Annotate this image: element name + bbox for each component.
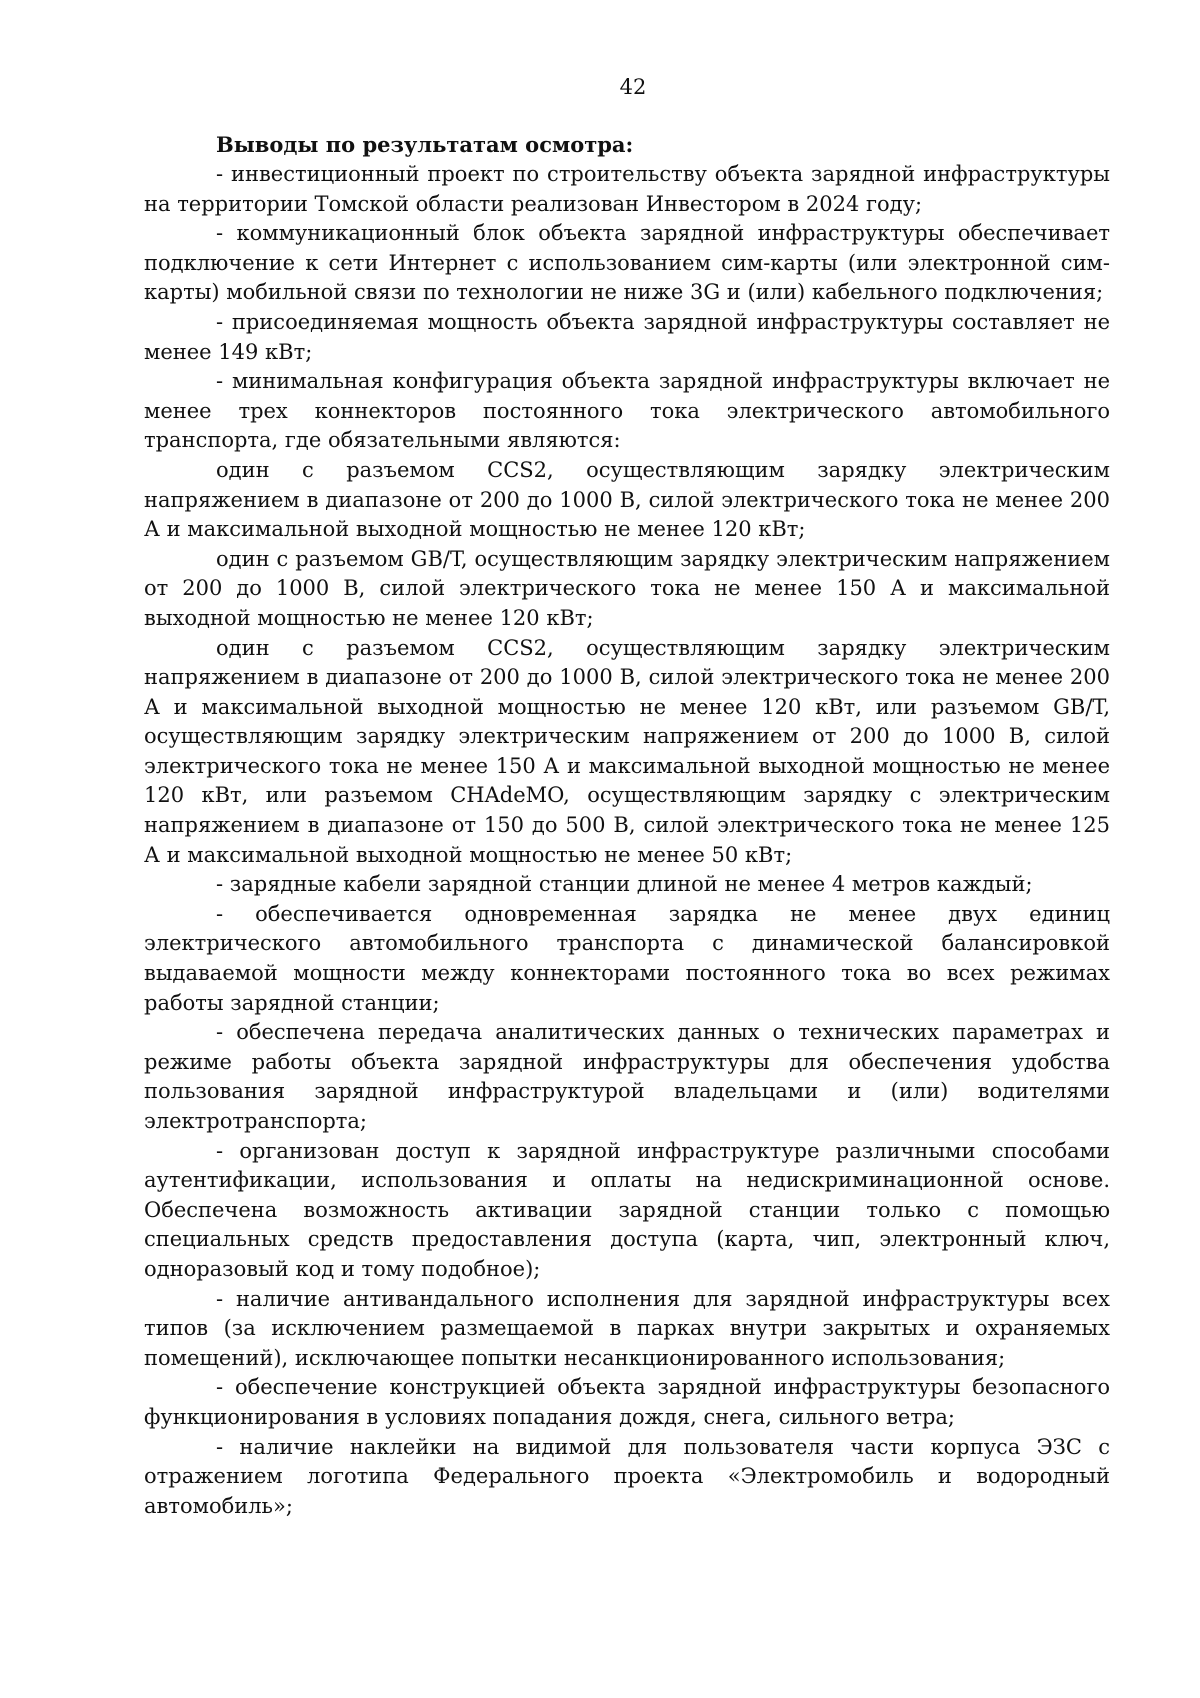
paragraph-connector-optional: один с разъемом CCS2, осуществляющим зарядку электрическим напряжением в диапазоне от 200 до 1000 В, силой электрического тока не менее 200 А и максимальной выходной мощностью не менее 120 кВт, или разъемом GB/T, осуществляющим зарядку электрическим напряжением от 200 до 1000 В, силой электрического тока не менее 150 А и максимальной выходной мощностью не менее 120 кВт, или разъемом CHAdeMO, осуществляющим зарядку с электрическим напряжением в диапазоне от 150 до 500 В, силой электрического тока не менее 125 А и максимальной выходной мощностью не менее 50 кВт; [144, 635, 1110, 867]
paragraph-weather-protection: - обеспечение конструкцией объекта зарядной инфраструктуры безопасного функционирования в условиях попадания дождя, снега, сильного ветра; [144, 1375, 1110, 1429]
paragraph-simultaneous-charging: - обеспечивается одновременная зарядка не менее двух единиц электрического автомобильного транспорта с динамической балансировкой выдаваемой мощности между коннекторами постоянного тока во всех режимах работы зарядной станции; [144, 901, 1110, 1015]
paragraph-connector-ccs2: один с разъемом CCS2, осуществляющим зарядку электрическим напряжением в диапазоне от 200 до 1000 В, силой электрического тока не менее 200 А и максимальной выходной мощностью не менее 120 кВт; [144, 457, 1110, 542]
paragraph-access-authentication: - организован доступ к зарядной инфраструктуре различными способами аутентификации, использования и оплаты на недискриминационной основе. Обеспечена возможность активации зарядной станции только с помощью специальных средств предоставления доступа (карта, чип, электронный ключ, одноразовый код и тому подобное); [144, 1138, 1110, 1281]
page-number: 42 [619, 75, 647, 99]
document-page [144, 72, 1110, 1521]
paragraph-analytics-transfer: - обеспечена передача аналитических данных о технических параметрах и режиме работы объекта зарядной инфраструктуры для обеспечения удобства пользования зарядной инфраструктурой владельцами и (или) водителями электротранспорта; [144, 1020, 1110, 1133]
paragraph-cable-length: - зарядные кабели зарядной станции длиной не менее 4 метров каждый; [216, 872, 1033, 897]
paragraph-communication-block: - коммуникационный блок объекта зарядной инфраструктуры обеспечивает подключение к сети Интернет с использованием сим-карты (или электронной сим-карты) мобильной связи по технологии не ниже 3G и (или) кабельного подключения; [144, 221, 1110, 305]
paragraph-connected-power: - присоединяемая мощность объекта зарядной инфраструктуры составляет не менее 149 кВт; [144, 309, 1110, 364]
paragraph-connector-gbt: один с разъемом GB/T, осуществляющим зарядку электрическим напряжением от 200 до 1000 В, силой электрического тока не менее 150 А и максимальной выходной мощностью не менее 120 кВт; [144, 546, 1110, 630]
paragraph-minimum-configuration: - минимальная конфигурация объекта зарядной инфраструктуры включает не менее трех коннекторов постоянного тока электрического автомобильного транспорта, где обязательными являются: [144, 369, 1110, 453]
paragraph-logo-sticker: - наличие наклейки на видимой для пользователя части корпуса ЭЗС с отражением логотипа Федерального проекта «Электромобиль и водородный автомобиль»; [144, 1434, 1110, 1518]
paragraph-list [144, 160, 1110, 1521]
paragraph-antivandal: - наличие антивандального исполнения для зарядной инфраструктуры всех типов (за исключением размещаемой в парках внутри закрытых и охраняемых помещений), исключающее попытки несанкционированного использования; [144, 1286, 1110, 1370]
paragraph-project-implemented: - инвестиционный проект по строительству объекта зарядной инфраструктуры на территории Томской области реализован Инвестором в 2024 году; [144, 162, 1110, 216]
section-heading: Выводы по результатам осмотра: [216, 132, 634, 157]
